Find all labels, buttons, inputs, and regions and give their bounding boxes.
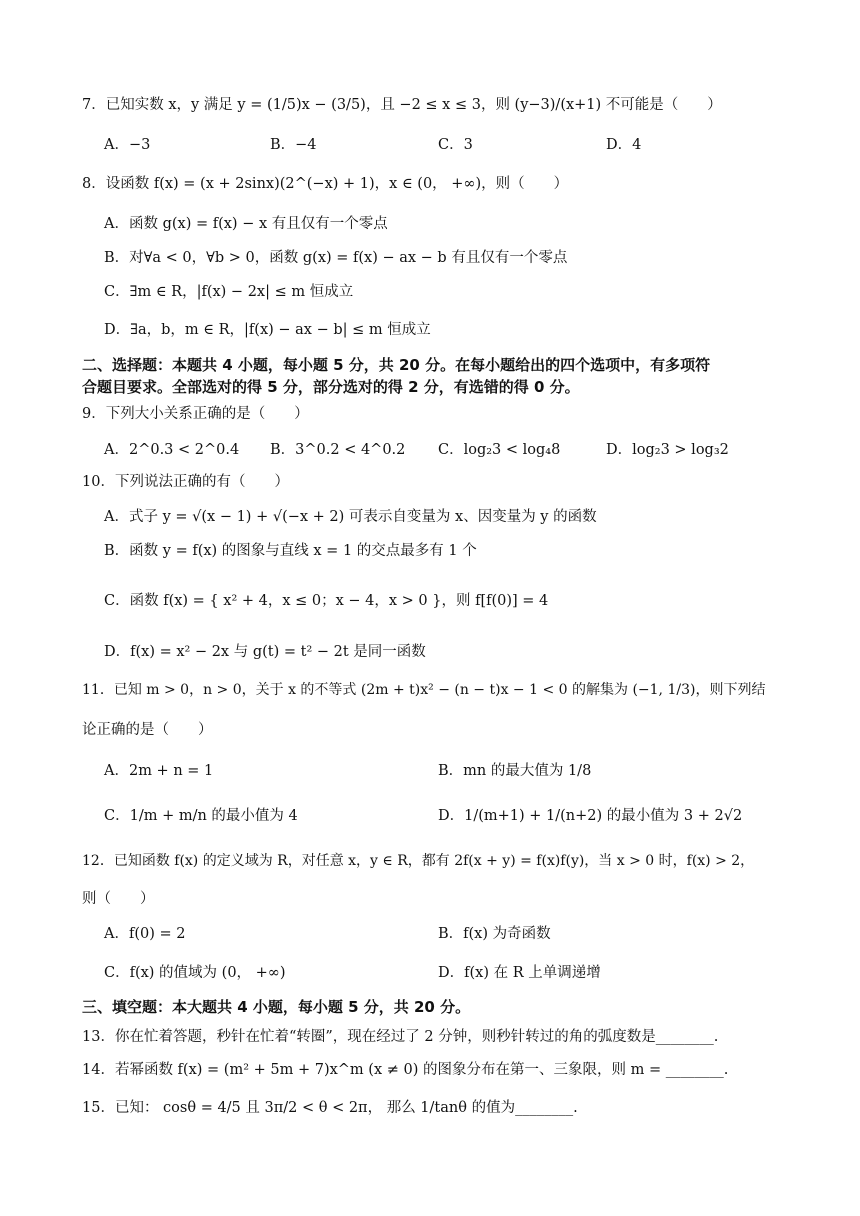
q9-option-d: D．log₂3 > log₃2 [606,442,729,458]
q10-option-b: B．函数 y = f(x) 的图象与直线 x = 1 的交点最多有 1 个 [104,543,477,559]
q14-stem: 14．若幂函数 f(x) = (m² + 5m + 7)x^m (x ≠ 0) 的图象分布在第一、三象限，则 m = ________. [82,1062,729,1078]
q8-option-d: D．∃a，b，m ∈ R，|f(x) − ax − b| ≤ m 恒成立 [104,322,431,338]
q12-stem-line1: 12．已知函数 f(x) 的定义域为 R，对任意 x，y ∈ R，都有 2f(x + y) = f(x)f(y)，当 x > 0 时，f(x) > 2， [82,853,755,869]
q8-stem: 8．设函数 f(x) = (x + 2sinx)(2^(−x) + 1)，x ∈ (0， +∞)，则（ ） [82,176,569,192]
q9-stem: 9．下列大小关系正确的是（ ） [82,406,309,422]
q10-option-c: C．函数 f(x) = { x² + 4，x ≤ 0；x − 4，x > 0 }，则 f[f(0)] = 4 [104,593,549,609]
q12-option-d: D．f(x) 在 R 上单调递增 [438,965,601,981]
q11-option-a: A．2m + n = 1 [104,763,214,779]
q7-stem: 7．已知实数 x，y 满足 y = (1/5)x − (3/5)，且 −2 ≤ x ≤ 3，则 (y−3)/(x+1) 不可能是（ ） [82,97,722,113]
q8-option-c: C．∃m ∈ R，|f(x) − 2x| ≤ m 恒成立 [104,284,354,300]
q9-option-a: A．2^0.3 < 2^0.4 [104,442,240,458]
q7-option-b: B．−4 [270,137,317,153]
q11-stem-line2: 论正确的是（ ） [82,722,213,738]
q12-option-c: C．f(x) 的值域为 (0， +∞) [104,965,286,981]
q11-option-b: B．mn 的最大值为 1/8 [438,763,592,779]
q7-option-c: C．3 [438,137,473,153]
q9-option-c: C．log₂3 < log₄8 [438,442,561,458]
q9-option-b: B．3^0.2 < 4^0.2 [270,442,406,458]
q12-option-a: A．f(0) = 2 [104,926,186,942]
q8-option-b: B．对∀a < 0，∀b > 0，函数 g(x) = f(x) − ax − b 有且仅有一个零点 [104,250,568,266]
q10-option-d: D．f(x) = x² − 2x 与 g(t) = t² − 2t 是同一函数 [104,644,426,660]
q10-option-a: A．式子 y = √(x − 1) + √(−x + 2) 可表示自变量为 x、因变量为 y 的函数 [104,509,597,525]
q7-option-a: A．−3 [104,137,151,153]
q11-stem-line1: 11．已知 m > 0，n > 0，关于 x 的不等式 (2m + t)x² − (n − t)x − 1 < 0 的解集为 (−1, 1/3)，则下列结 [82,682,766,698]
section2-heading-line2: 合题目要求。全部选对的得 5 分，部分选对的得 2 分，有选错的得 0 分。 [82,378,580,396]
q10-stem: 10．下列说法正确的有（ ） [82,474,289,490]
q11-option-c: C．1/m + m/n 的最小值为 4 [104,808,298,824]
section2-heading-line1: 二、选择题：本题共 4 小题，每小题 5 分，共 20 分。在每小题给出的四个选项中，有多项符 [82,356,711,374]
q15-stem: 15．已知： cosθ = 4/5 且 3π/2 < θ < 2π， 那么 1/tanθ 的值为________. [82,1100,578,1116]
q13-stem: 13．你在忙着答题，秒针在忙着“转圈”，现在经过了 2 分钟，则秒针转过的角的弧度数是________. [82,1029,719,1045]
q8-option-a: A．函数 g(x) = f(x) − x 有且仅有一个零点 [104,216,388,232]
q7-option-d: D．4 [606,137,642,153]
q12-stem-line2: 则（ ） [82,891,155,907]
q11-option-d: D．1/(m+1) + 1/(n+2) 的最小值为 3 + 2√2 [438,808,743,824]
q12-option-b: B．f(x) 为奇函数 [438,926,551,942]
section3-heading: 三、填空题：本大题共 4 小题，每小题 5 分，共 20 分。 [82,998,471,1016]
